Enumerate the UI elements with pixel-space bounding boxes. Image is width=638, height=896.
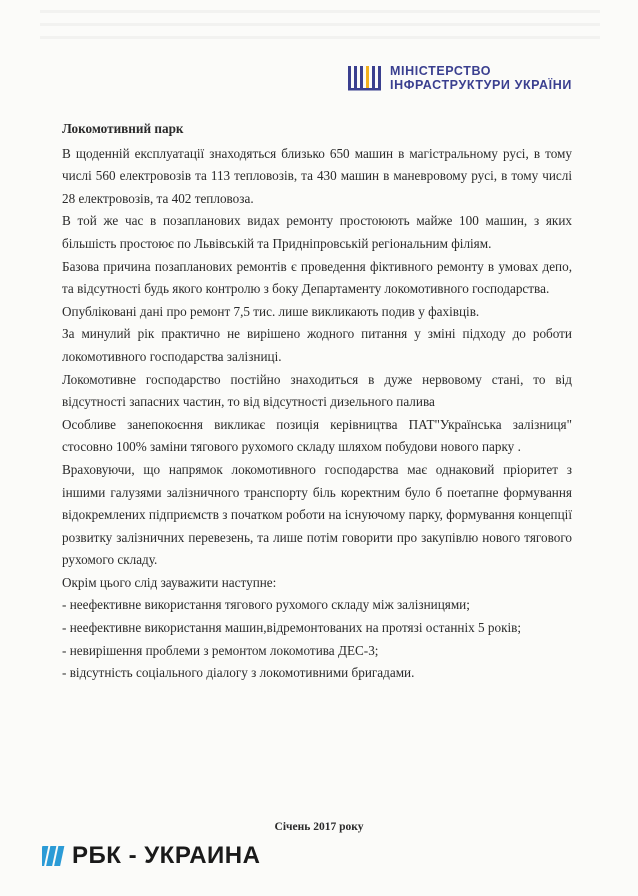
ministry-header [348, 62, 572, 94]
ministry-name [390, 64, 572, 92]
paragraph: Локомотивне господарство постійно знаходиться в дуже нервовому стані, то від відсутності запасних частин, то від відсутності дизельного палива [62, 371, 572, 410]
paragraph: Враховуючи, що напрямок локомотивного господарства має однаковий пріоритет з іншими галузями залізничного транспорту біль коректним було б поетапне формування відокремлених підприємств з початком роботи на існуючому парку, формування концепції розвитку залізничних перевезень, та лише потім говорити про закупівлю нового тягового рухомого складу. [62, 461, 572, 568]
paragraph: Базова причина позапланових ремонтів є проведення фіктивного ремонту в умовах депо, та відсутності будь якого контролю з боку Департаменту локомотивного господарства. [62, 258, 572, 297]
list-item: - невирішення проблеми з ремонтом локомотива ДЕС-3; [62, 642, 379, 658]
paragraph: В той же час в позапланових видах ремонту простоюють майже 100 машин, з яких більшість простоює по Львівській та Придніпровській регіональним філіям. [62, 213, 572, 251]
rbc-watermark [42, 842, 260, 870]
list-item: - неефективне використання тягового рухомого складу між залізницями; [62, 597, 470, 613]
paragraph: Особливе занепокоєння викликає позиція керівництва ПАТ"Українська залізниця" стосовно 100% заміни тягового рухомого складу шляхом побудови нового парку . [62, 416, 572, 455]
paragraph: Окрім цього слід зауважити наступне: [62, 574, 277, 590]
paragraph: За минулий рік практично не вирішено жодного питання у зміні підходу до роботи локомотивного господарства залізниці. [62, 326, 572, 364]
ministry-name-line2: ІНФРАСТРУКТУРИ УКРАЇНИ [390, 78, 572, 92]
ministry-logo-icon [348, 62, 382, 94]
paragraph: В щоденній експлуатації знаходяться близько 650 машин в магістральному русі, в тому числі 560 електровозів та 113 тепловозів, та 430 машин в маневровому русі, в тому числі 28 електровозів, та 402 тепловоза. [62, 145, 572, 206]
ministry-name-line1: МІНІСТЕРСТВО [390, 64, 492, 78]
list-item: - неефективне використання машин,відремонтованих на протязі останніх 5 років; [62, 620, 522, 636]
bleed-through [40, 0, 600, 48]
document-date: Січень 2017 року [274, 821, 364, 833]
rbc-watermark-text: РБК - УКРАИНА [72, 842, 261, 869]
rbc-logo-icon [42, 843, 66, 869]
paragraph: Опубліковані дані про ремонт 7,5 тис. лише викликають подив у фахівців. [62, 303, 480, 319]
document-body [62, 118, 572, 685]
list-item: - відсутність соціального діалогу з локомотивними бригадами. [62, 665, 415, 681]
section-heading: Локомотивний парк [62, 121, 184, 136]
